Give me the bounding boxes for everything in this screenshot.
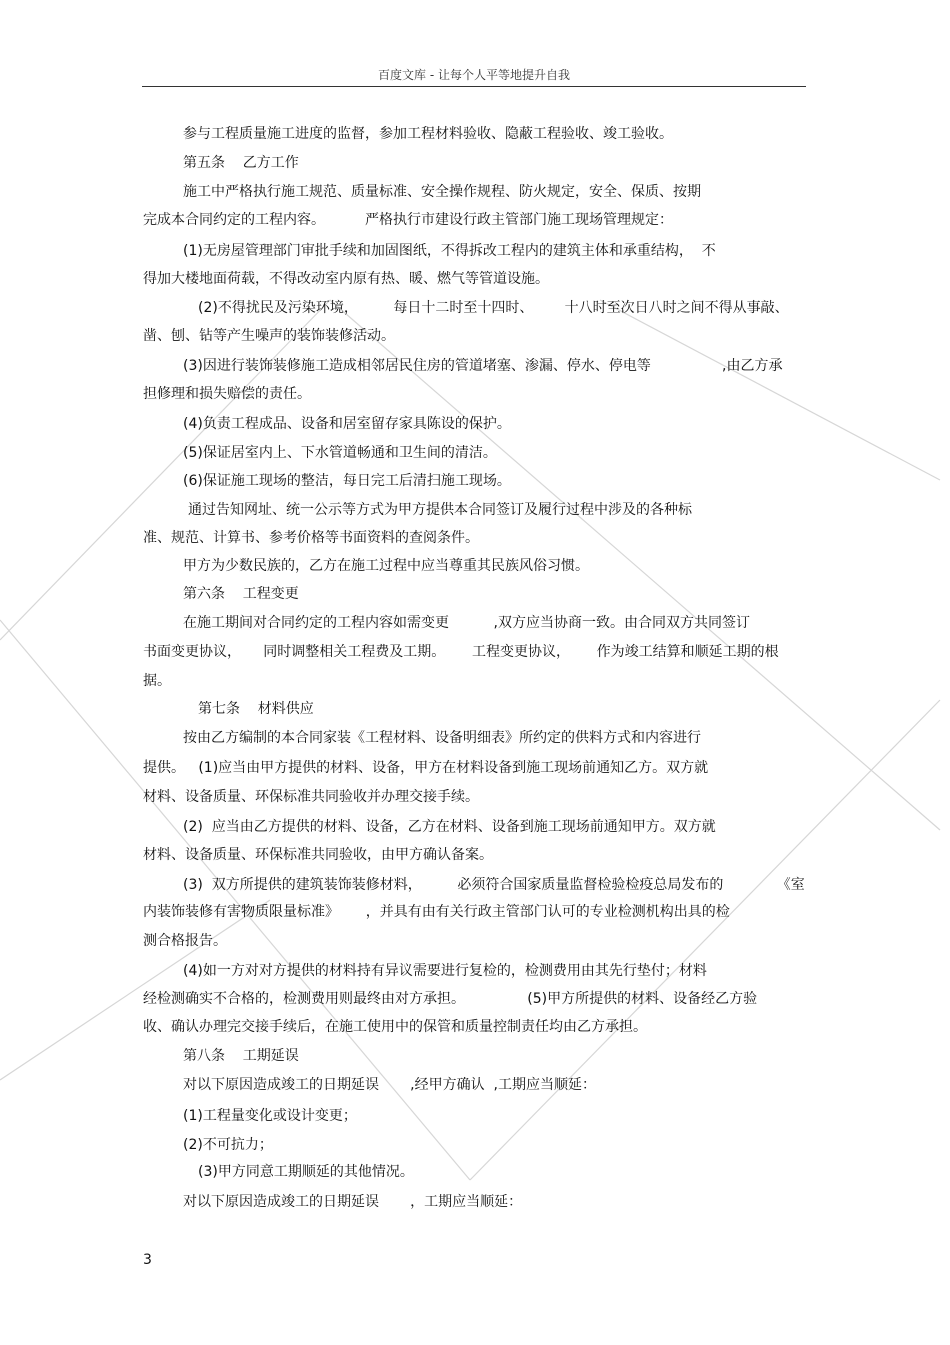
text-line: 准、规范、计算书、参考价格等书面资料的查阅条件。 <box>143 530 479 546</box>
section-heading: 第八条 工期延误 <box>183 1048 299 1064</box>
text-line: 通过告知网址、统一公示等方式为甲方提供本合同签订及履行过程中涉及的各种标 <box>188 502 692 518</box>
text-line: 凿、刨、钻等产生噪声的装饰装修活动。 <box>143 328 395 344</box>
text-line: 经检测确实不合格的，检测费用则最终由对方承担。 (5)甲方所提供的材料、设备经乙方验 <box>143 991 758 1007</box>
text-line: 甲方为少数民族的，乙方在施工过程中应当尊重其民族风俗习惯。 <box>183 558 589 574</box>
text-line: (3) 双方所提供的建筑装饰装修材料， 必须符合国家质量监督检验检疫总局发布的 《室 <box>183 877 805 893</box>
text-line: (4)如一方对对方提供的材料持有异议需要进行复检的，检测费用由其先行垫付；材料 <box>183 963 707 979</box>
text-line: (5)保证居室内上、下水管道畅通和卫生间的清洁。 <box>183 445 497 461</box>
text-line: (2)不得扰民及污染环境， 每日十二时至十四时、 十八时至次日八时之间不得从事敲、 <box>198 300 789 316</box>
page-number: 3 <box>143 1252 152 1268</box>
text-line: (2) 应当由乙方提供的材料、设备，乙方在材料、设备到施工现场前通知甲方。双方就 <box>183 819 716 835</box>
text-line: (6)保证施工现场的整洁，每日完工后清扫施工现场。 <box>183 473 511 489</box>
text-line: 材料、设备质量、环保标准共同验收并办理交接手续。 <box>143 789 479 805</box>
page-header: 百度文库 - 让每个人平等地提升自我 <box>378 68 570 82</box>
section-heading: 第五条 乙方工作 <box>183 155 299 171</box>
text-line: 据。 <box>143 673 171 689</box>
section-heading: 第七条 材料供应 <box>198 701 314 717</box>
text-line: 测合格报告。 <box>143 933 227 949</box>
text-line: 收、确认办理完交接手续后，在施工使用中的保管和质量控制责任均由乙方承担。 <box>143 1019 647 1035</box>
text-line: 提供。 (1)应当由甲方提供的材料、设备，甲方在材料设备到施工现场前通知乙方。双方就 <box>143 760 709 776</box>
text-line: (1)无房屋管理部门审批手续和加固图纸，不得拆改工程内的建筑主体和承重结构， 不 <box>183 243 716 259</box>
text-line: 材料、设备质量、环保标准共同验收，由甲方确认备案。 <box>143 847 493 863</box>
text-line: (3)甲方同意工期顺延的其他情况。 <box>198 1164 414 1180</box>
text-line: 参与工程质量施工进度的监督，参加工程材料验收、隐蔽工程验收、竣工验收。 <box>183 126 673 142</box>
text-line: (4)负责工程成品、设备和居室留存家具陈设的保护。 <box>183 416 511 432</box>
text-line: 在施工期间对合同约定的工程内容如需变更 ,双方应当协商一致。由合同双方共同签订 <box>183 615 750 631</box>
text-line: 书面变更协议， 同时调整相关工程费及工期。 工程变更协议， 作为竣工结算和顺延工期的根 <box>143 644 779 660</box>
text-line: (2)不可抗力； <box>183 1137 273 1153</box>
text-line: 施工中严格执行施工规范、质量标准、安全操作规程、防火规定，安全、保质、按期 <box>183 184 701 200</box>
text-line: 完成本合同约定的工程内容。 严格执行市建设行政主管部门施工现场管理规定： <box>143 212 674 228</box>
text-line: (3)因进行装饰装修施工造成相邻居民住房的管道堵塞、渗漏、停水、停电等 ,由乙方承 <box>183 358 783 374</box>
text-line: 内装饰装修有害物质限量标准》 ，并具有由有关行政主管部门认可的专业检测机构出具的检 <box>143 904 730 920</box>
text-line: 得加大楼地面荷载，不得改动室内原有热、暖、燃气等管道设施。 <box>143 271 549 287</box>
text-line: 担修理和损失赔偿的责任。 <box>143 386 311 402</box>
text-line: (1)工程量变化或设计变更； <box>183 1108 357 1124</box>
text-line: 对以下原因造成竣工的日期延误 ，工期应当顺延： <box>183 1194 523 1210</box>
section-heading: 第六条 工程变更 <box>183 586 299 602</box>
header-divider <box>142 86 806 87</box>
text-line: 按由乙方编制的本合同家装《工程材料、设备明细表》所约定的供料方式和内容进行 <box>183 730 701 746</box>
text-line: 对以下原因造成竣工的日期延误 ,经甲方确认 ,工期应当顺延： <box>183 1077 596 1093</box>
